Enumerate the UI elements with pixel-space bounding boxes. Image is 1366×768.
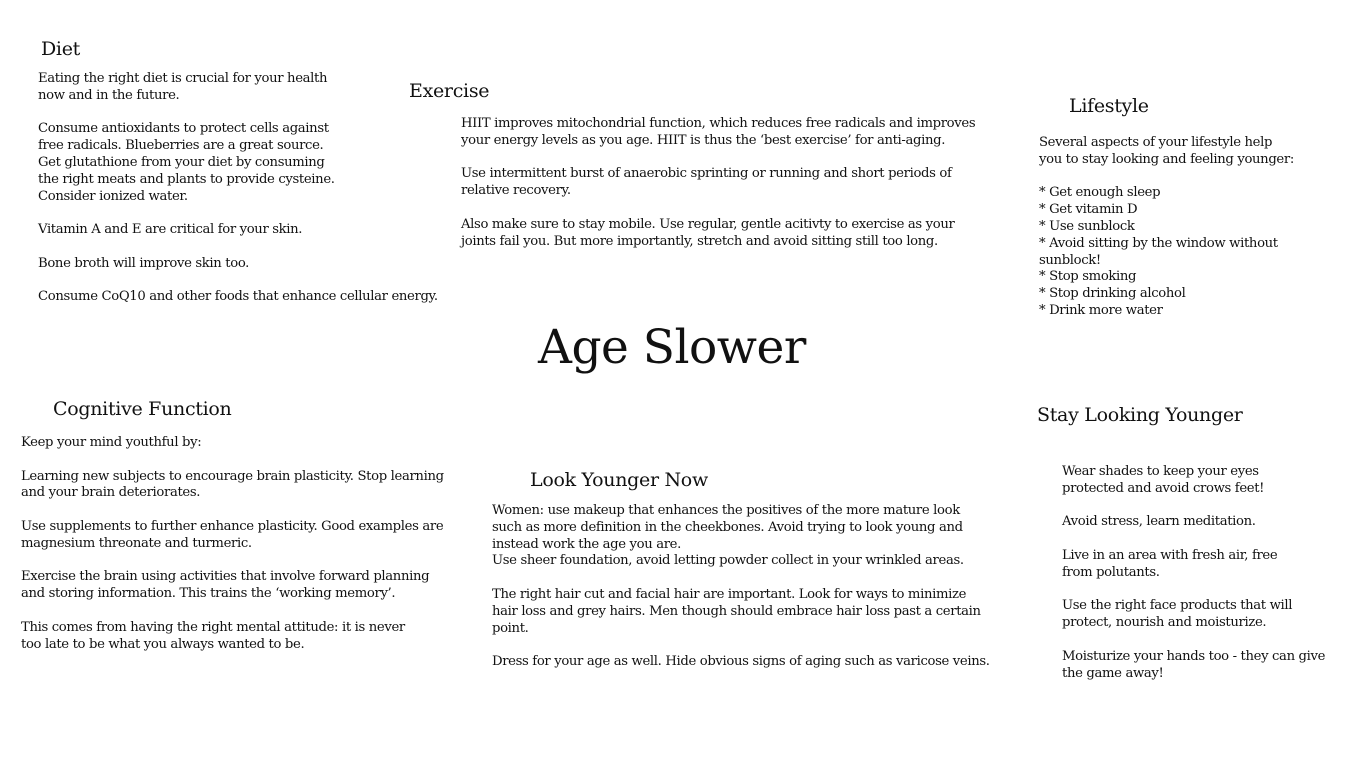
look-younger-body [492, 503, 990, 671]
cognitive-heading: Cognitive Function [53, 398, 232, 420]
diet-paragraph: Bone broth will improve skin too. [38, 255, 250, 271]
diet-paragraph: Consume CoQ10 and other foods that enhance cellular energy. [38, 289, 438, 305]
stay-younger-paragraph: Moisturize your hands too - they can give the game away! [1062, 648, 1326, 681]
lifestyle-list-item: * Get enough sleep [1039, 185, 1161, 201]
stay-younger-paragraph: Live in an area with fresh air, free from polutants. [1062, 547, 1278, 580]
exercise-body [461, 116, 975, 250]
look-younger-paragraph: Women: use makeup that enhances the positives of the more mature look such as more definition in the cheekbones. Avoid trying to look young and instead work the age you are. Use sheer foundation, avoid letting powder collect in your wrinkled areas. [492, 503, 964, 569]
lifestyle-list-item: * Avoid sitting by the window without sunblock! [1039, 235, 1278, 268]
cognitive-paragraph: Keep your mind youthful by: [21, 435, 202, 450]
stay-younger-paragraph: Wear shades to keep your eyes protected and avoid crows feet! [1062, 464, 1265, 496]
look-younger-paragraph: The right hair cut and facial hair are important. Look for ways to minimize hair loss and grey hairs. Men though should embrace hair loss past a certain point. [492, 586, 981, 636]
diet-paragraph: Eating the right diet is crucial for your health now and in the future. [38, 71, 328, 103]
exercise-paragraph: Use intermittent burst of anaerobic sprinting or running and short periods of relative recovery. [461, 166, 952, 199]
exercise-paragraph: HIIT improves mitochondrial function, which reduces free radicals and improves your energy levels as you age. HIIT is thus the ‘best exercise’ for anti-aging. [461, 116, 976, 148]
diet-paragraph: Vitamin A and E are critical for your skin. [38, 222, 303, 238]
look-younger-heading: Look Younger Now [530, 469, 708, 491]
lifestyle-list-item: * Drink more water [1039, 302, 1163, 318]
exercise-heading: Exercise [409, 80, 490, 102]
lifestyle-body [1039, 135, 1294, 320]
central-title: Age Slower [538, 320, 806, 375]
cognitive-paragraph: Use supplements to further enhance plasticity. Good examples are magnesium threonate and turmeric. [21, 518, 444, 551]
diet-heading: Diet [41, 38, 80, 60]
cognitive-paragraph: Learning new subjects to encourage brain plasticity. Stop learning and your brain deteriorates. [21, 468, 444, 501]
lifestyle-list-item: * Stop smoking [1039, 269, 1137, 285]
stay-younger-body [1062, 464, 1325, 682]
lifestyle-list-item: * Stop drinking alcohol [1039, 286, 1186, 302]
lifestyle-intro: Several aspects of your lifestyle help you to stay looking and feeling younger: [1039, 135, 1294, 167]
cognitive-paragraph: Exercise the brain using activities that involve forward planning and storing information. This trains the ‘working memory’. [21, 569, 430, 602]
lifestyle-list-item: * Use sunblock [1039, 218, 1135, 234]
lifestyle-list [1039, 185, 1294, 319]
diet-paragraph: Consume antioxidants to protect cells against free radicals. Blueberries are a great source. Get glutathione from your diet by consuming the right meats and plants to provide cysteine. Consider ionized water. [38, 121, 335, 204]
lifestyle-list-item: * Get vitamin D [1039, 202, 1138, 218]
exercise-paragraph: Also make sure to stay mobile. Use regular, gentle acitivty to exercise as your joints fail you. But more importantly, stretch and avoid sitting still too long. [461, 216, 955, 249]
stay-younger-paragraph: Avoid stress, learn meditation. [1062, 514, 1256, 530]
stay-younger-heading: Stay Looking Younger [1037, 404, 1243, 426]
look-younger-paragraph: Dress for your age as well. Hide obvious signs of aging such as varicose veins. [492, 654, 990, 670]
cognitive-body [21, 435, 444, 653]
stay-younger-paragraph: Use the right face products that will protect, nourish and moisturize. [1062, 598, 1293, 631]
cognitive-paragraph: This comes from having the right mental attitude: it is never too late to be what you always wanted to be. [21, 619, 405, 652]
lifestyle-heading: Lifestyle [1069, 95, 1149, 117]
diet-body [38, 71, 438, 306]
